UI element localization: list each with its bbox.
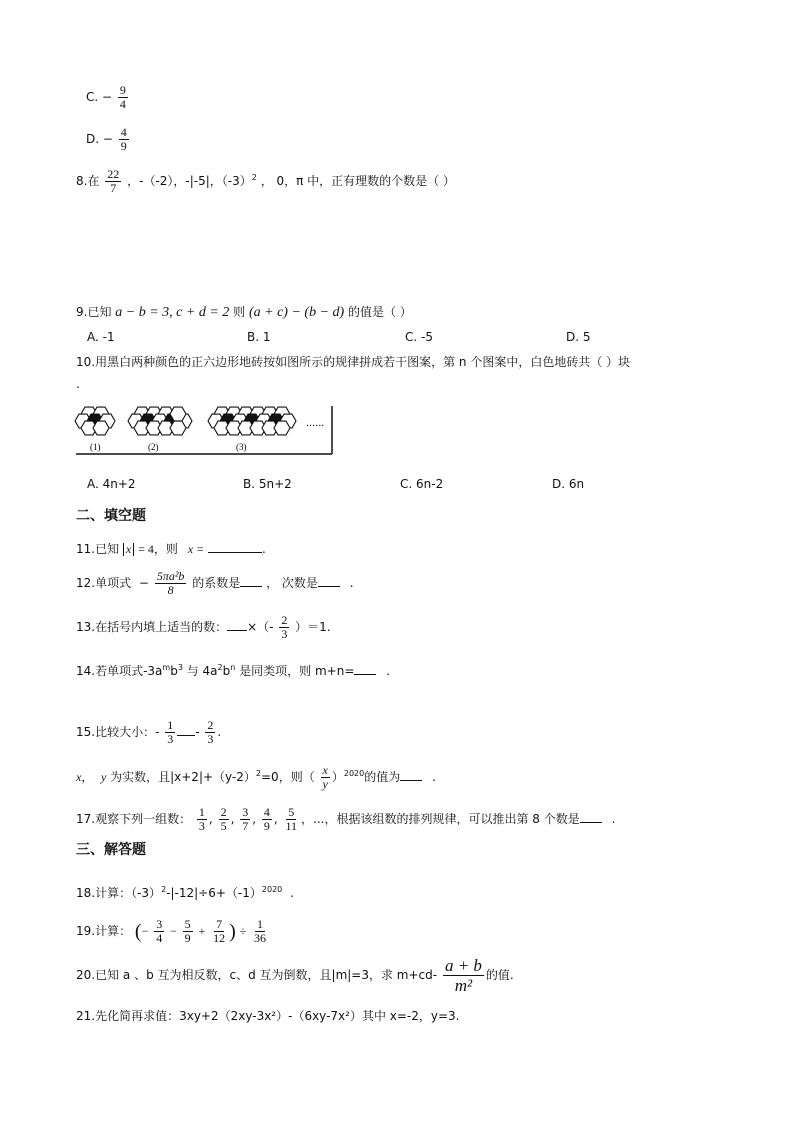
figure-ellipsis: ...... — [306, 417, 325, 429]
question-21: 21.先化简再求值：3xy+2（2xy-3x²）-（6xy-7x²）其中 x=-2，y=3. — [76, 1009, 460, 1023]
q19-fraction-2: $\frac{5}{9}$ — [184, 917, 191, 945]
q17-fraction-3: $\frac{3}{7}$ — [242, 805, 249, 833]
q17-fraction-2: $\frac{2}{5}$ — [220, 805, 227, 833]
q17-fraction-4: $\frac{4}{9}$ — [263, 805, 270, 833]
question-10: 10.用黑白两种颜色的正六边形地砖按如图所示的规律拼成若干图案，第 n 个图案中，白色地砖共（ ）块 — [76, 355, 631, 369]
q20-fraction: $\frac{a + b}{\text{m²}}$ — [444, 956, 482, 995]
q16-fraction: $\frac{x}{y}$ — [322, 763, 328, 791]
question-10-cont: . — [76, 377, 80, 391]
question-9: 9.已知 a − b = 3, c + d = 2 则 (a + c) − (b − d) 的值是（ ） — [76, 305, 412, 320]
question-15: 15.比较大小：- $\frac{1}{3}$ - $\frac{2}{3}$ . — [76, 718, 222, 746]
figure-label-2: (2) — [148, 442, 159, 452]
q14-answer-blank[interactable] — [354, 663, 376, 675]
q9-option-d[interactable]: D. 5 — [566, 330, 591, 344]
q19-fraction-4: $\frac{1}{36}$ — [254, 917, 266, 945]
section-3-heading: 三、解答题 — [76, 842, 146, 858]
q15-answer-blank[interactable] — [177, 724, 195, 736]
q9-option-a[interactable]: A. -1 — [87, 330, 115, 344]
question-11: 11.已知 x = 4，则 x = . — [76, 542, 266, 556]
q8-fraction: $\frac{22}{7}$ — [107, 167, 120, 195]
question-12: 12.单项式 − $\frac{\text{5πa²b}}{8}$ 的系数是 ， 次数是 . — [76, 569, 354, 597]
q9-option-b[interactable]: B. 1 — [247, 330, 271, 344]
question-8: 8.在 $\frac{22}{7}$ ，-（-2），-|-5|，$(-3)^2$ ， 0，π 中，正有理数的个数是（ ） — [76, 167, 455, 195]
question-16: x， y 为实数，且$|x+2|+(y-2)^2=0$，则（ $\frac{x}{y}$ ）$^{2020}$的值为 . — [76, 763, 436, 791]
q10-option-c[interactable]: C. 6n-2 — [400, 477, 444, 491]
figure-label-1: (1) — [90, 442, 101, 452]
q12-coefficient-blank[interactable] — [240, 575, 262, 587]
hexagon-pattern-figure — [70, 400, 340, 462]
q7-option-d[interactable]: D. − $\frac{4}{9}$ — [86, 125, 127, 153]
q16-answer-blank[interactable] — [400, 769, 422, 781]
q10-option-d[interactable]: D. 6n — [552, 477, 585, 491]
q17-answer-blank[interactable] — [580, 811, 602, 823]
q10-option-a[interactable]: A. 4n+2 — [87, 477, 136, 491]
question-14: 14.若单项式$-3a^mb^3$ 与 $4a^2b^n$ 是同类项，则 m+n= . — [76, 663, 391, 678]
figure-2 — [128, 407, 192, 435]
q15-fraction-2: $\frac{2}{3}$ — [207, 718, 214, 746]
question-18: 18.计算：$(-3)^2-|-12|\div 6+(-1)^{2020}$ . — [76, 885, 294, 900]
question-13: 13.在括号内填上适当的数： ×（- $\frac{2}{3}$ ）＝1. — [76, 613, 331, 641]
question-19: 19.计算： (− $\frac{3}{4}$ − $\frac{5}{9}$ + $\frac{7}{12}$ ) ÷ $\frac{1}{36}$ — [76, 917, 266, 945]
q11-answer-blank[interactable] — [208, 541, 262, 553]
question-17: 17.观察下列一组数： $\frac{1}{3}$ , $\frac{2}{5}$ , $\frac{3}{7}$ , $\frac{4}{9}$ , $\frac{5}{11}$ ，...，根据该组数的排列规律，可以推出第 8 个数是 . — [76, 805, 616, 833]
q10-option-b[interactable]: B. 5n+2 — [243, 477, 292, 491]
q9-option-c[interactable]: C. -5 — [405, 330, 433, 344]
figure-label-3: (3) — [236, 442, 247, 452]
q12-degree-blank[interactable] — [318, 575, 340, 587]
q19-fraction-3: $\frac{7}{12}$ — [213, 917, 226, 945]
figure-1 — [75, 407, 115, 435]
q12-fraction: $\frac{\text{5πa²b}}{8}$ — [156, 569, 185, 597]
figure-3 — [208, 407, 296, 435]
section-2-heading: 二、填空题 — [76, 508, 146, 524]
question-20: 20.已知 a 、b 互为相反数，c、d 互为倒数，且|m|=3，求 m+cd- $\frac{a + b}{\text{m²}}$ 的值. — [76, 956, 514, 995]
q7-d-fraction: $\frac{4}{9}$ — [120, 125, 127, 153]
q17-fraction-5: $\frac{5}{11}$ — [285, 805, 298, 833]
q13-fraction: $\frac{2}{3}$ — [281, 613, 288, 641]
q13-answer-blank[interactable] — [227, 619, 247, 631]
q19-fraction-1: $\frac{3}{4}$ — [156, 917, 163, 945]
q7-option-c[interactable]: C. − $\frac{9}{4}$ — [86, 83, 126, 111]
q7-c-fraction: $\frac{9}{4}$ — [119, 83, 126, 111]
q15-fraction-1: $\frac{1}{3}$ — [167, 718, 174, 746]
q17-fraction-1: $\frac{1}{3}$ — [198, 805, 205, 833]
